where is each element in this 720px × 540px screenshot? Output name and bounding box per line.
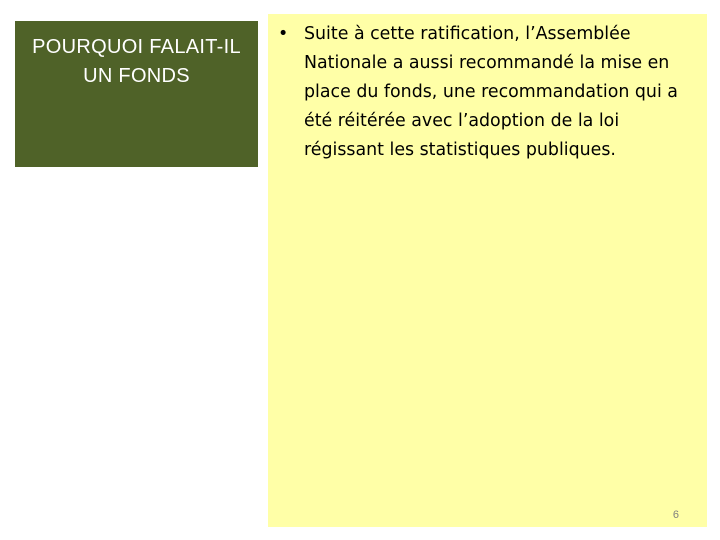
bullet-marker: • [278, 24, 289, 44]
slide-title-box [15, 21, 258, 167]
bullet-item [278, 20, 702, 165]
content-panel [268, 14, 707, 527]
slide-title: POURQUOI FALAIT-IL UN FONDS [32, 36, 241, 87]
page-number: 6 [672, 509, 679, 521]
bullet-text: Suite à cette ratification, l’Assemblée Nationale a aussi recommandé la mise en place du fonds, une recommandation qui a été réitérée avec l’adoption de la loi régissant les statistiques publiques. [304, 24, 678, 160]
